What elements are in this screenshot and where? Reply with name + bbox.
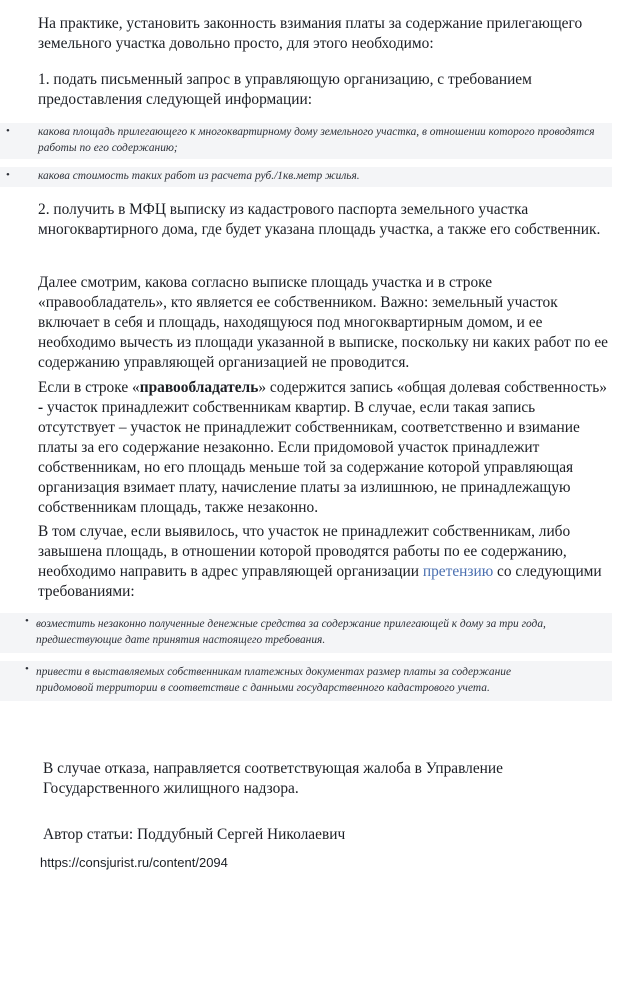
step-2-paragraph: 2. получить в МФЦ выписку из кадастрового паспорта земельного участка многоквартирного дома, где будет указана площадь участка, а также его собственник. xyxy=(38,201,601,238)
bullet-icon: • xyxy=(6,169,10,181)
refusal-paragraph: В случае отказа, направляется соответствующая жалоба в Управление Государственного жилищного надзора. xyxy=(43,760,503,797)
info-request-list xyxy=(0,123,612,187)
source-url[interactable]: https://consjurist.ru/content/2094 xyxy=(40,855,228,870)
next-steps-paragraph: Далее смотрим, какова согласно выписке площадь участка и в строке «правообладатель», кто является ее собственником. Важно: земельный участок включает в себя и площадь, находящуюся под многоквартирным домом, и ее необходимо вычесть из площади указанной в выписке, поскольку ни каких работ по ее содержанию управляющей организацией не проводится. xyxy=(38,274,609,371)
bullet-icon: • xyxy=(6,125,10,137)
ownership-field-term: правообладатель xyxy=(139,379,259,396)
list-item xyxy=(0,613,612,653)
ownership-paragraph: Если в строке «правообладатель» содержится запись «общая долевая собственность» - участок принадлежит собственникам квартир. В случае, если такая запись отсутствует – участок не принадлежит собственникам, соответственно и взимание платы за его содержание незаконно. Если придомовой участок принадлежит собственникам, но его площадь меньше той за содержание которой управляющая организация взимает плату, начисление платы за излишнюю, не принадлежащую собственникам площадь, также незаконно. xyxy=(38,379,607,516)
bullet-icon: • xyxy=(25,663,29,675)
author-line: Автор статьи: Поддубный Сергей Николаевич xyxy=(43,826,346,843)
list-item-text: какова площадь прилегающего к многоквартирному дому земельного участка, в отношении которого проводятся работы по его содержанию; xyxy=(38,126,595,154)
list-item-text: какова стоимость таких работ из расчета руб./1кв.метр жилья. xyxy=(38,170,360,182)
claim-link[interactable]: претензию xyxy=(422,563,494,580)
list-item xyxy=(0,167,612,187)
intro-paragraph: На практике, установить законность взимания платы за содержание прилегающего земельного участка довольно просто, для этого необходимо: xyxy=(38,15,583,52)
claim-paragraph: В том случае, если выявилось, что участок не принадлежит собственникам, либо завышена площадь, в отношении которой проводятся работы по ее содержанию, необходимо направить в адрес управляющей организации претензию со следующими требованиями: xyxy=(38,523,602,600)
step-1-paragraph: 1. подать письменный запрос в управляющую организацию, с требованием предоставления следующей информации: xyxy=(38,71,532,108)
list-item-text: привести в выставляемых собственникам платежных документах размер платы за содержание придомовой территории в соответствие с данными государственного кадастрового учета. xyxy=(36,666,511,694)
bullet-icon: • xyxy=(25,615,29,627)
requirements-list xyxy=(0,613,612,701)
list-item xyxy=(0,123,612,159)
list-item xyxy=(0,661,612,701)
list-item-text: возместить незаконно полученные денежные средства за содержание прилегающей к дому за три года, предшествующие дате принятия настоящего требования. xyxy=(36,618,546,646)
